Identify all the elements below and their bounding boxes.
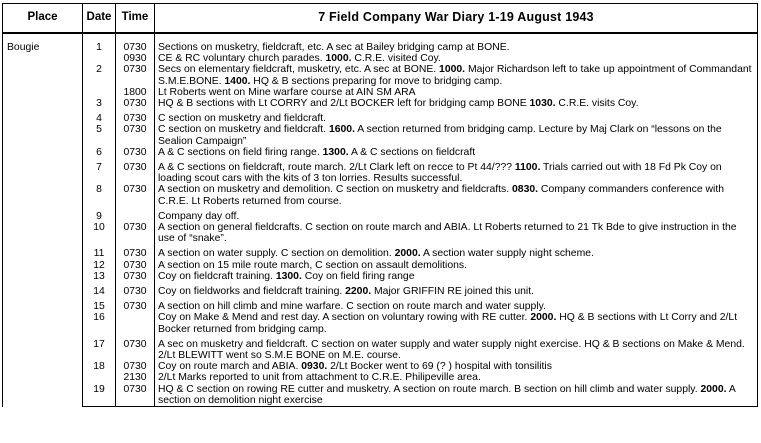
date-cell: 15 (83, 297, 116, 312)
time-cell: 0730 (116, 260, 155, 271)
place-cell: Bougie (3, 33, 83, 407)
diary-entry-row (3, 384, 758, 407)
date-cell (83, 53, 116, 64)
time-cell: 0730 (116, 297, 155, 312)
entry-text: A & C sections on field firing range. 1300. A & C sections on fieldcraft (155, 147, 758, 158)
diary-title: 7 Field Company War Diary 1-19 August 1943 (155, 4, 758, 34)
diary-entry-row (3, 147, 758, 158)
diary-entry-row (3, 297, 758, 312)
time-cell (116, 312, 155, 334)
date-cell: 12 (83, 260, 116, 271)
date-cell: 4 (83, 109, 116, 124)
time-cell: 0730 (116, 244, 155, 259)
entry-text: A section on general fieldcrafts. C section on route march and ABIA. Lt Roberts returned to 21 Tk Bde to give instruction in the use of “snake”. (155, 222, 758, 244)
date-cell (83, 372, 116, 383)
time-cell: 0930 (116, 53, 155, 64)
header-row (3, 4, 758, 34)
diary-entry-row (3, 207, 758, 222)
time-cell: 0730 (116, 282, 155, 297)
date-cell: 8 (83, 184, 116, 206)
time-cell: 0730 (116, 147, 155, 158)
entry-text: Lt Roberts went on Mine warfare course at AIN SM ARA (155, 87, 758, 98)
date-cell: 17 (83, 335, 116, 361)
diary-entry-row (3, 184, 758, 206)
diary-entry-row (3, 98, 758, 109)
entry-text: CE & RC voluntary church parades. 1000. C.R.E. visited Coy. (155, 53, 758, 64)
time-cell: 0730 (116, 33, 155, 53)
time-cell: 0730 (116, 109, 155, 124)
entry-text: HQ & B sections with Lt CORRY and 2/Lt BOCKER left for bridging camp BONE 1030. C.R.E. visits Coy. (155, 98, 758, 109)
entry-text: A & C sections on fieldcraft, route march. 2/Lt Clark left on recce to Pt 44/??? 1100. Trials carried out with 18 Fd Pk Coy on loading scout cars with the kits of 3 ton lorries. Results successful. (155, 158, 758, 184)
time-cell: 0730 (116, 158, 155, 184)
diary-body (3, 33, 758, 407)
diary-entry-row (3, 109, 758, 124)
diary-entry-row (3, 244, 758, 259)
time-cell: 0730 (116, 361, 155, 372)
date-cell: 2 (83, 64, 116, 86)
entry-text: Company day off. (155, 207, 758, 222)
date-cell: 9 (83, 207, 116, 222)
entry-text: A section on water supply. C section on demolition. 2000. A section water supply night scheme. (155, 244, 758, 259)
date-cell: 3 (83, 98, 116, 109)
diary-entry-row (3, 33, 758, 53)
diary-entry-row (3, 260, 758, 271)
time-cell: 0730 (116, 271, 155, 282)
date-cell (83, 87, 116, 98)
time-cell: 0730 (116, 124, 155, 146)
diary-entry-row (3, 53, 758, 64)
entry-text: A section on musketry and demolition. C section on musketry and fieldcrafts. 0830. Company commanders conference with C.R.E. Lt Roberts returned from course. (155, 184, 758, 206)
diary-entry-row (3, 312, 758, 334)
time-cell: 1800 (116, 87, 155, 98)
time-cell: 0730 (116, 64, 155, 86)
entry-text: 2/Lt Marks reported to unit from attachment to C.R.E. Philipeville area. (155, 372, 758, 383)
date-cell: 5 (83, 124, 116, 146)
date-cell: 1 (83, 33, 116, 53)
date-cell: 11 (83, 244, 116, 259)
date-cell: 10 (83, 222, 116, 244)
header-date: Date (83, 4, 116, 34)
date-cell: 6 (83, 147, 116, 158)
date-cell: 14 (83, 282, 116, 297)
diary-entry-row (3, 282, 758, 297)
diary-entry-row (3, 335, 758, 361)
time-cell: 2130 (116, 372, 155, 383)
entry-text: Coy on fieldworks and fieldcraft training. 2200. Major GRIFFIN RE joined this unit. (155, 282, 758, 297)
diary-entry-row (3, 372, 758, 383)
entry-text: A section on 15 mile route march, C section on assault demolitions. (155, 260, 758, 271)
diary-entry-row (3, 87, 758, 98)
diary-entry-row (3, 222, 758, 244)
header-time: Time (116, 4, 155, 34)
entry-text: C section on musketry and fieldcraft. (155, 109, 758, 124)
time-cell: 0730 (116, 335, 155, 361)
date-cell: 7 (83, 158, 116, 184)
entry-text: Coy on fieldcraft training. 1300. Coy on field firing range (155, 271, 758, 282)
entry-text: A section on hill climb and mine warfare. C section on route march and water supply. (155, 297, 758, 312)
entry-text: A sec on musketry and fieldcraft. C section on water supply and water supply night exercise. HQ & B sections on Make & Mend. 2/Lt BLEWITT went so S.M.E BONE on M.E. course. (155, 335, 758, 361)
date-cell: 18 (83, 361, 116, 372)
time-cell: 0730 (116, 184, 155, 206)
time-cell: 0730 (116, 98, 155, 109)
date-cell: 13 (83, 271, 116, 282)
entry-text: Coy on route march and ABIA. 0930. 2/Lt Bocker went to 69 (? ) hospital with tonsilitis (155, 361, 758, 372)
entry-text: Coy on Make & Mend and rest day. A section on voluntary rowing with RE cutter. 2000. HQ & B sections with Lt Corry and 2/Lt Bocker returned from bridging camp. (155, 312, 758, 334)
time-cell: 0730 (116, 222, 155, 244)
entry-text: Sections on musketry, fieldcraft, etc. A sec at Bailey bridging camp at BONE. (155, 33, 758, 53)
header-place: Place (3, 4, 83, 34)
diary-entry-row (3, 124, 758, 146)
date-cell: 16 (83, 312, 116, 334)
diary-entry-row (3, 158, 758, 184)
entry-text: HQ & C section on rowing RE cutter and musketry. A section on route march. B section on hill climb and water supply. 2000. A section on demolition night exercise (155, 384, 758, 407)
date-cell: 19 (83, 384, 116, 407)
war-diary-table (2, 3, 758, 407)
time-cell (116, 207, 155, 222)
entry-text: C section on musketry and fieldcraft. 1600. A section returned from bridging camp. Lecture by Maj Clark on “lessons on the Sealion Campaign” (155, 124, 758, 146)
diary-entry-row (3, 64, 758, 86)
diary-entry-row (3, 361, 758, 372)
entry-text: Secs on elementary fieldcraft, musketry, etc. A sec at BONE. 1000. Major Richardson left to take up appointment of Commandant S.M.E.BONE. 1400. HQ & B sections preparing for move to bridging camp. (155, 64, 758, 86)
time-cell: 0730 (116, 384, 155, 407)
diary-entry-row (3, 271, 758, 282)
